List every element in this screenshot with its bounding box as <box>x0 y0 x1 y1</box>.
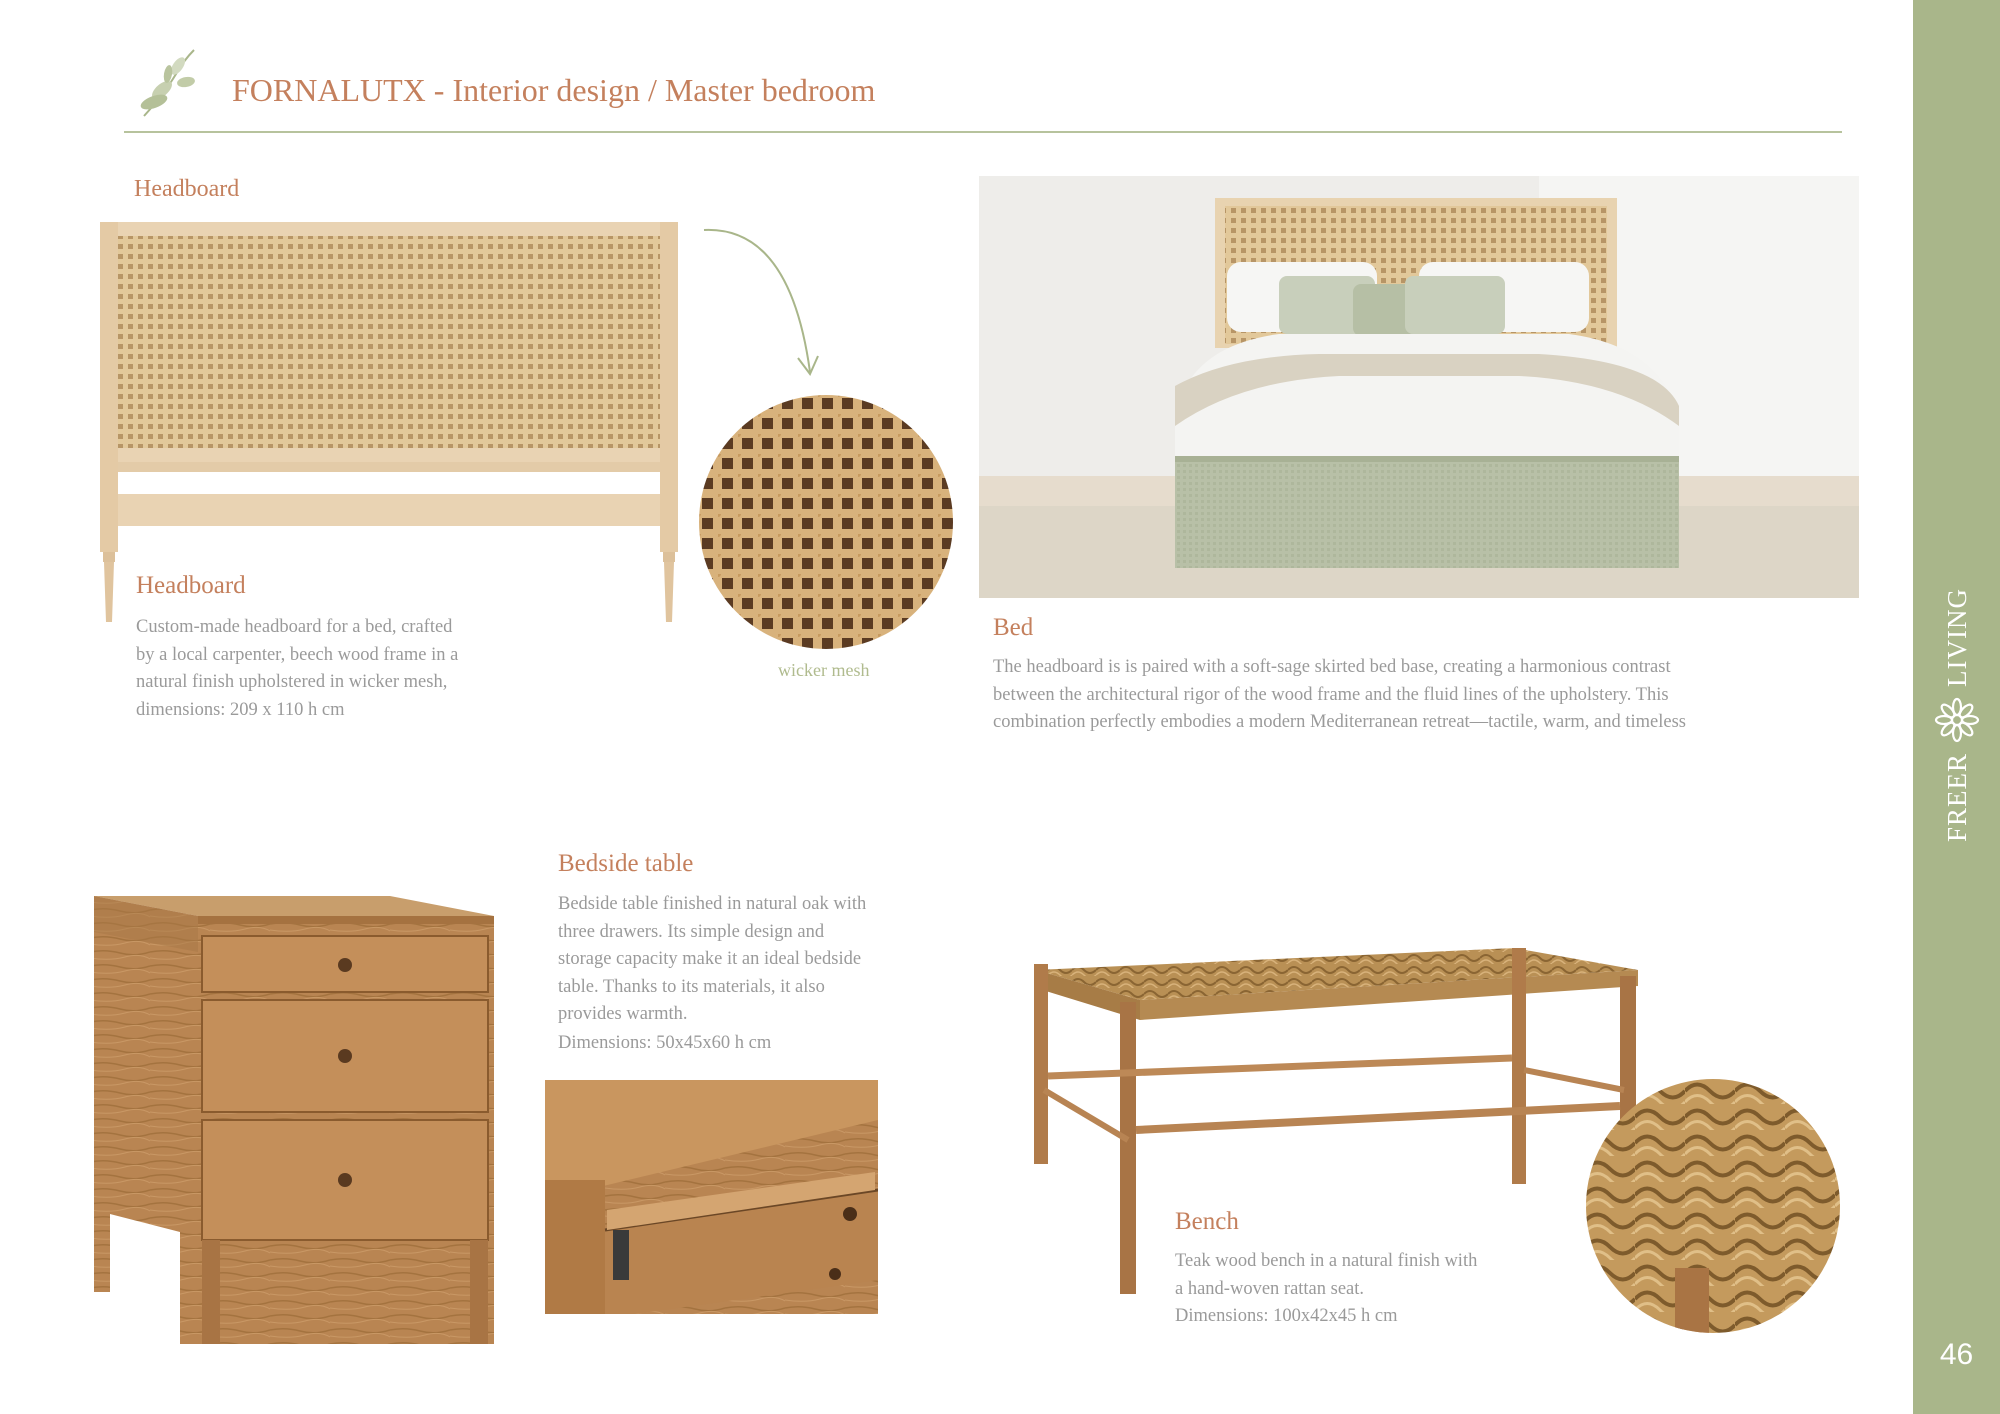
bedside-table-image <box>90 892 500 1344</box>
wicker-mesh-caption: wicker mesh <box>778 660 870 680</box>
bench-dimensions: Dimensions: 100x42x45 h cm <box>1175 1306 1398 1326</box>
bed-image <box>979 176 1859 598</box>
olive-sprig-icon <box>134 44 206 122</box>
brand-left-text: FREER <box>1941 752 1971 843</box>
headboard-title: Headboard <box>136 572 246 599</box>
header-divider <box>124 131 1842 133</box>
wicker-mesh-detail-image <box>698 394 954 650</box>
bench-image <box>1024 940 1644 1300</box>
headboard-description: Custom-made headboard for a bed, crafted by a local carpenter, beech wood frame in a natural finish upholstered in wicker mesh, dimensions: 209 x 110 h cm <box>136 617 459 720</box>
page-number: 46 <box>1939 1338 1974 1371</box>
rattan-seat-detail-image <box>1585 1078 1841 1334</box>
arrow-icon <box>700 222 830 382</box>
bedside-table-title: Bedside table <box>558 850 694 877</box>
bed-description: The headboard is is paired with a soft-sage skirted bed base, creating a harmonious contrast between the architectural rigor of the wood frame and the fluid lines of the upholstery. This combination perfectly embodies a modern Mediterranean retreat—tactile, warm, and timeless <box>993 657 1686 732</box>
headboard-label: Headboard <box>134 176 240 202</box>
bench-title: Bench <box>1175 1208 1239 1235</box>
bedside-table-dimensions: Dimensions: 50x45x60 h cm <box>558 1033 772 1053</box>
brand-right-text: LIVING <box>1941 587 1971 687</box>
bench-description: Teak wood bench in a natural finish with a hand-woven rattan seat. <box>1175 1251 1478 1299</box>
page-title: FORNALUTX - Interior design / Master bedroom <box>232 72 876 108</box>
brand-logo <box>1913 587 2000 843</box>
bedside-table-detail-image <box>545 1080 878 1314</box>
bed-title: Bed <box>993 614 1034 641</box>
headboard-image <box>96 222 682 628</box>
flower-icon <box>1934 697 1980 743</box>
bedside-table-description: Bedside table finished in natural oak with three drawers. Its simple design and storage capacity make it an ideal bedside table. Thanks to its materials, it also provides warmth. <box>558 894 867 1024</box>
